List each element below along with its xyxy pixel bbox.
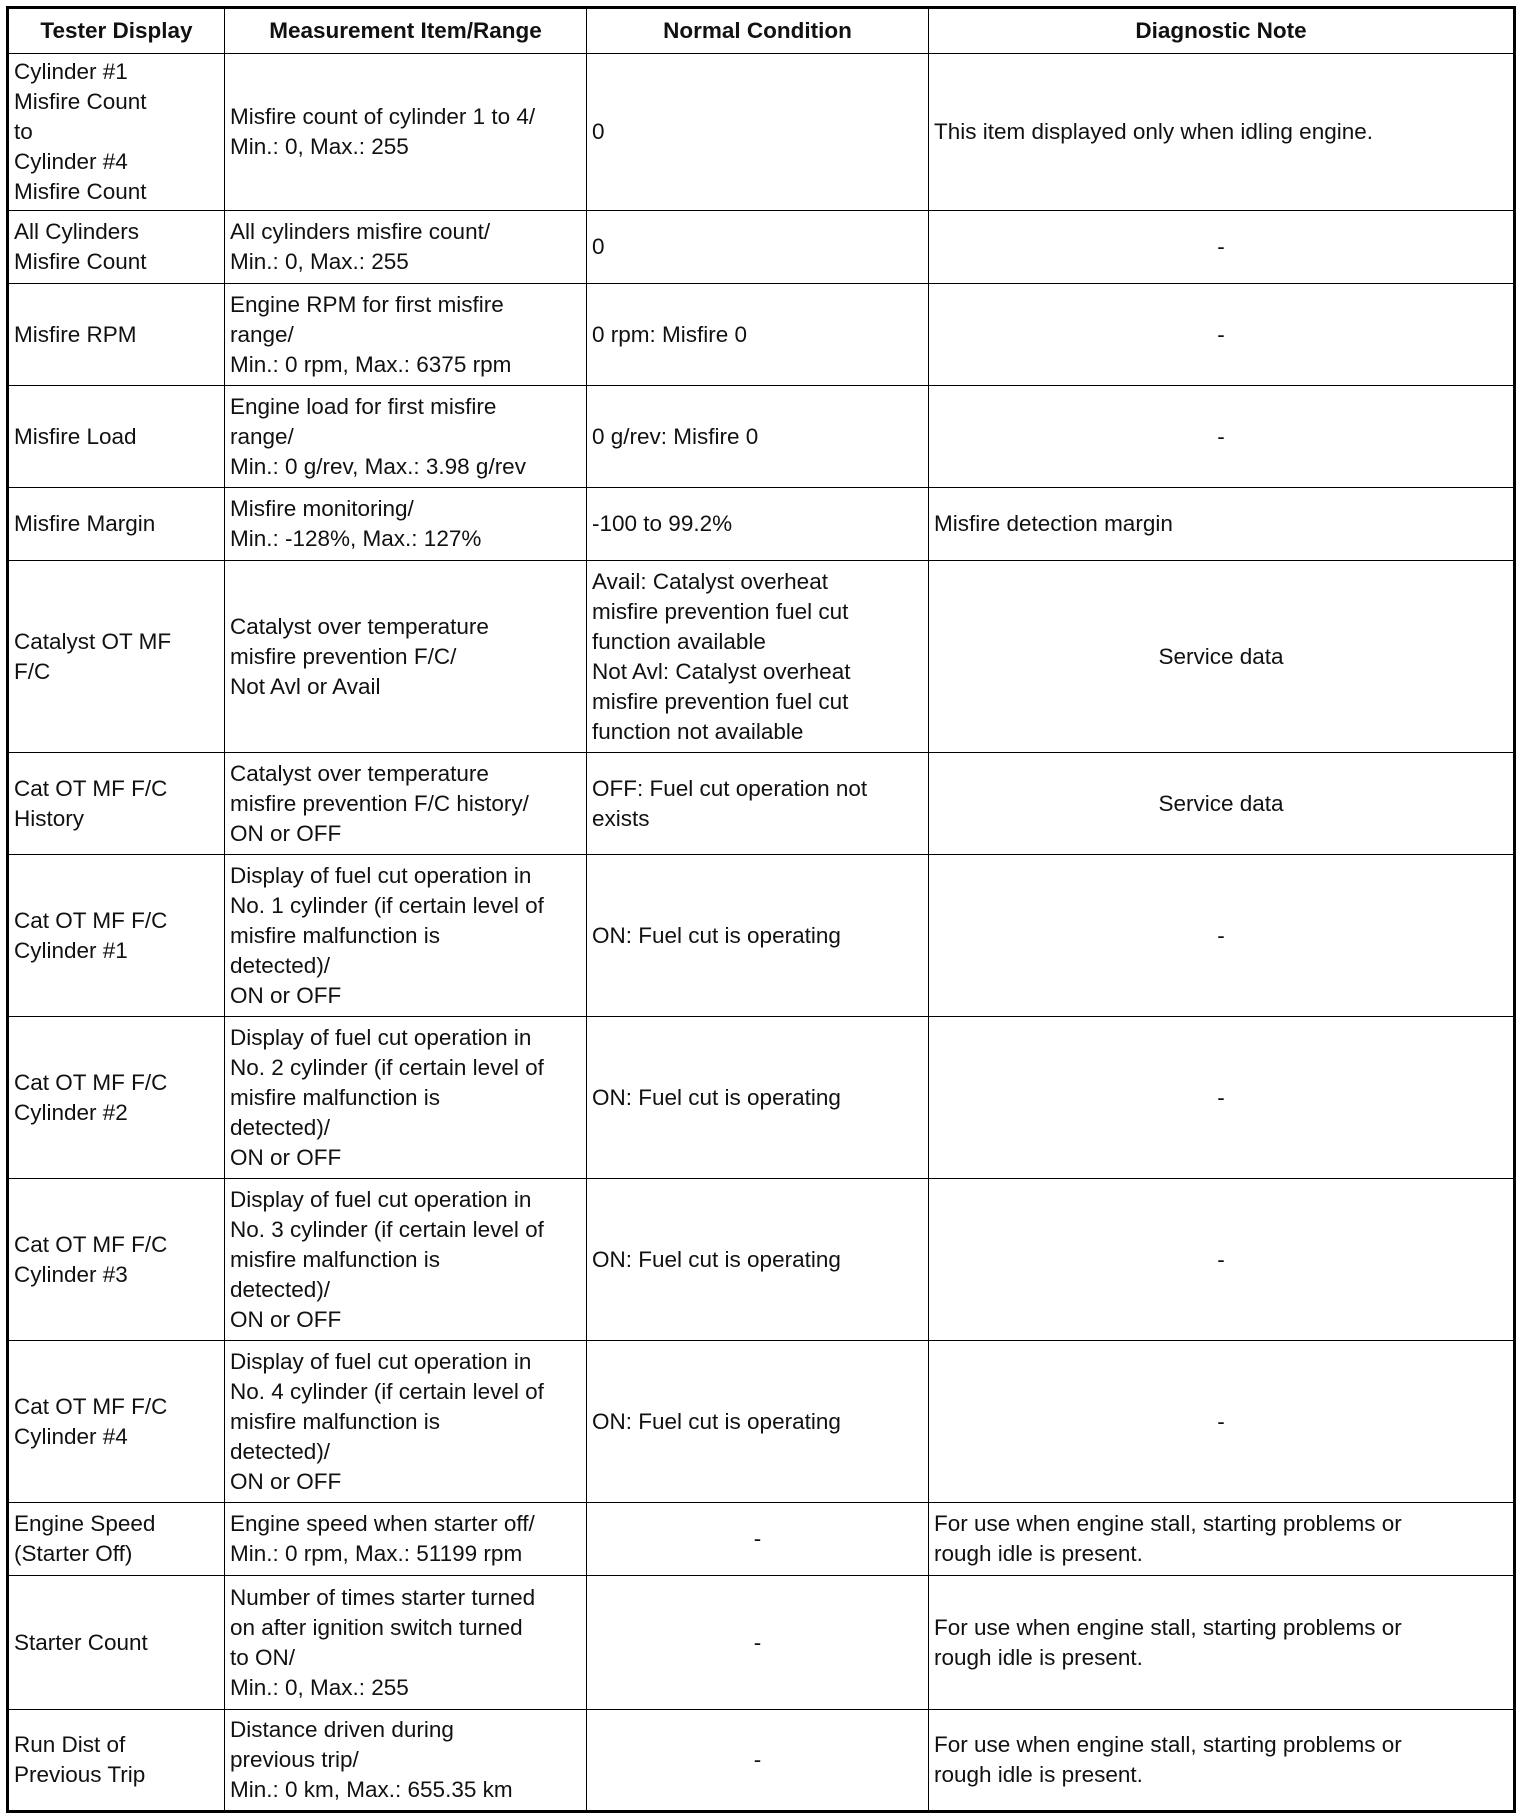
cell-diagnostic-note: - — [929, 284, 1515, 386]
cell-measurement-item-range: Misfire monitoring/ Min.: -128%, Max.: 127% — [225, 488, 587, 561]
cell-normal-condition: OFF: Fuel cut operation not exists — [587, 753, 929, 855]
cell-measurement-item-range: Engine RPM for first misfire range/ Min.: 0 rpm, Max.: 6375 rpm — [225, 284, 587, 386]
cell-diagnostic-note: For use when engine stall, starting problems or rough idle is present. — [929, 1710, 1515, 1812]
cell-diagnostic-note: Misfire detection margin — [929, 488, 1515, 561]
cell-measurement-item-range: Engine load for first misfire range/ Min.: 0 g/rev, Max.: 3.98 g/rev — [225, 386, 587, 488]
cell-normal-condition: Avail: Catalyst overheat misfire prevention fuel cut function available Not Avl: Catalyst overheat misfire prevention fuel cut function not available — [587, 561, 929, 753]
table-row — [8, 211, 1515, 284]
cell-measurement-item-range: Display of fuel cut operation in No. 3 cylinder (if certain level of misfire malfunction is detected)/ ON or OFF — [225, 1179, 587, 1341]
cell-normal-condition: ON: Fuel cut is operating — [587, 1017, 929, 1179]
cell-tester-display: Cat OT MF F/C Cylinder #3 — [8, 1179, 225, 1341]
cell-diagnostic-note: Service data — [929, 753, 1515, 855]
header-normal-condition: Normal Condition — [587, 8, 929, 54]
cell-diagnostic-note: For use when engine stall, starting problems or rough idle is present. — [929, 1576, 1515, 1710]
cell-tester-display: Cylinder #1 Misfire Count to Cylinder #4 Misfire Count — [8, 54, 225, 211]
cell-tester-display: Cat OT MF F/C Cylinder #2 — [8, 1017, 225, 1179]
cell-measurement-item-range: Engine speed when starter off/ Min.: 0 rpm, Max.: 51199 rpm — [225, 1503, 587, 1576]
cell-measurement-item-range: Catalyst over temperature misfire prevention F/C/ Not Avl or Avail — [225, 561, 587, 753]
cell-normal-condition: ON: Fuel cut is operating — [587, 1179, 929, 1341]
cell-diagnostic-note: Service data — [929, 561, 1515, 753]
header-diagnostic-note: Diagnostic Note — [929, 8, 1515, 54]
table-row — [8, 1710, 1515, 1812]
cell-diagnostic-note: - — [929, 386, 1515, 488]
table-row — [8, 1017, 1515, 1179]
cell-diagnostic-note: - — [929, 1179, 1515, 1341]
table-row — [8, 54, 1515, 211]
cell-tester-display: Misfire Load — [8, 386, 225, 488]
table-row — [8, 386, 1515, 488]
table-row — [8, 753, 1515, 855]
cell-normal-condition: - — [587, 1710, 929, 1812]
header-measurement-item-range: Measurement Item/Range — [225, 8, 587, 54]
table-row — [8, 488, 1515, 561]
cell-tester-display: Cat OT MF F/C Cylinder #4 — [8, 1341, 225, 1503]
table-row — [8, 855, 1515, 1017]
header-row — [8, 8, 1515, 54]
cell-tester-display: Starter Count — [8, 1576, 225, 1710]
cell-normal-condition: - — [587, 1503, 929, 1576]
cell-tester-display: Misfire RPM — [8, 284, 225, 386]
cell-diagnostic-note: This item displayed only when idling engine. — [929, 54, 1515, 211]
cell-measurement-item-range: Display of fuel cut operation in No. 2 cylinder (if certain level of misfire malfunction is detected)/ ON or OFF — [225, 1017, 587, 1179]
cell-measurement-item-range: Display of fuel cut operation in No. 4 cylinder (if certain level of misfire malfunction is detected)/ ON or OFF — [225, 1341, 587, 1503]
cell-normal-condition: ON: Fuel cut is operating — [587, 1341, 929, 1503]
cell-tester-display: Engine Speed (Starter Off) — [8, 1503, 225, 1576]
table-row — [8, 1341, 1515, 1503]
cell-diagnostic-note: - — [929, 1017, 1515, 1179]
cell-tester-display: Catalyst OT MF F/C — [8, 561, 225, 753]
table-row — [8, 284, 1515, 386]
cell-normal-condition: 0 rpm: Misfire 0 — [587, 284, 929, 386]
cell-diagnostic-note: - — [929, 1341, 1515, 1503]
cell-measurement-item-range: Misfire count of cylinder 1 to 4/ Min.: 0, Max.: 255 — [225, 54, 587, 211]
cell-normal-condition: 0 — [587, 211, 929, 284]
cell-measurement-item-range: Distance driven during previous trip/ Min.: 0 km, Max.: 655.35 km — [225, 1710, 587, 1812]
cell-tester-display: All Cylinders Misfire Count — [8, 211, 225, 284]
document-sheet — [6, 6, 1516, 1813]
cell-measurement-item-range: Catalyst over temperature misfire prevention F/C history/ ON or OFF — [225, 753, 587, 855]
cell-diagnostic-note: - — [929, 211, 1515, 284]
cell-normal-condition: 0 — [587, 54, 929, 211]
cell-tester-display: Run Dist of Previous Trip — [8, 1710, 225, 1812]
cell-diagnostic-note: - — [929, 855, 1515, 1017]
header-tester-display: Tester Display — [8, 8, 225, 54]
cell-measurement-item-range: Number of times starter turned on after ignition switch turned to ON/ Min.: 0, Max.: 255 — [225, 1576, 587, 1710]
cell-diagnostic-note: For use when engine stall, starting problems or rough idle is present. — [929, 1503, 1515, 1576]
cell-normal-condition: - — [587, 1576, 929, 1710]
cell-tester-display: Cat OT MF F/C Cylinder #1 — [8, 855, 225, 1017]
table-body — [8, 54, 1515, 1812]
cell-normal-condition: 0 g/rev: Misfire 0 — [587, 386, 929, 488]
data-list-table — [6, 6, 1516, 1813]
table-row — [8, 561, 1515, 753]
cell-normal-condition: ON: Fuel cut is operating — [587, 855, 929, 1017]
cell-normal-condition: -100 to 99.2% — [587, 488, 929, 561]
cell-measurement-item-range: Display of fuel cut operation in No. 1 cylinder (if certain level of misfire malfunction is detected)/ ON or OFF — [225, 855, 587, 1017]
table-row — [8, 1576, 1515, 1710]
table-row — [8, 1179, 1515, 1341]
table-row — [8, 1503, 1515, 1576]
cell-measurement-item-range: All cylinders misfire count/ Min.: 0, Max.: 255 — [225, 211, 587, 284]
cell-tester-display: Misfire Margin — [8, 488, 225, 561]
table-header — [8, 8, 1515, 54]
cell-tester-display: Cat OT MF F/C History — [8, 753, 225, 855]
